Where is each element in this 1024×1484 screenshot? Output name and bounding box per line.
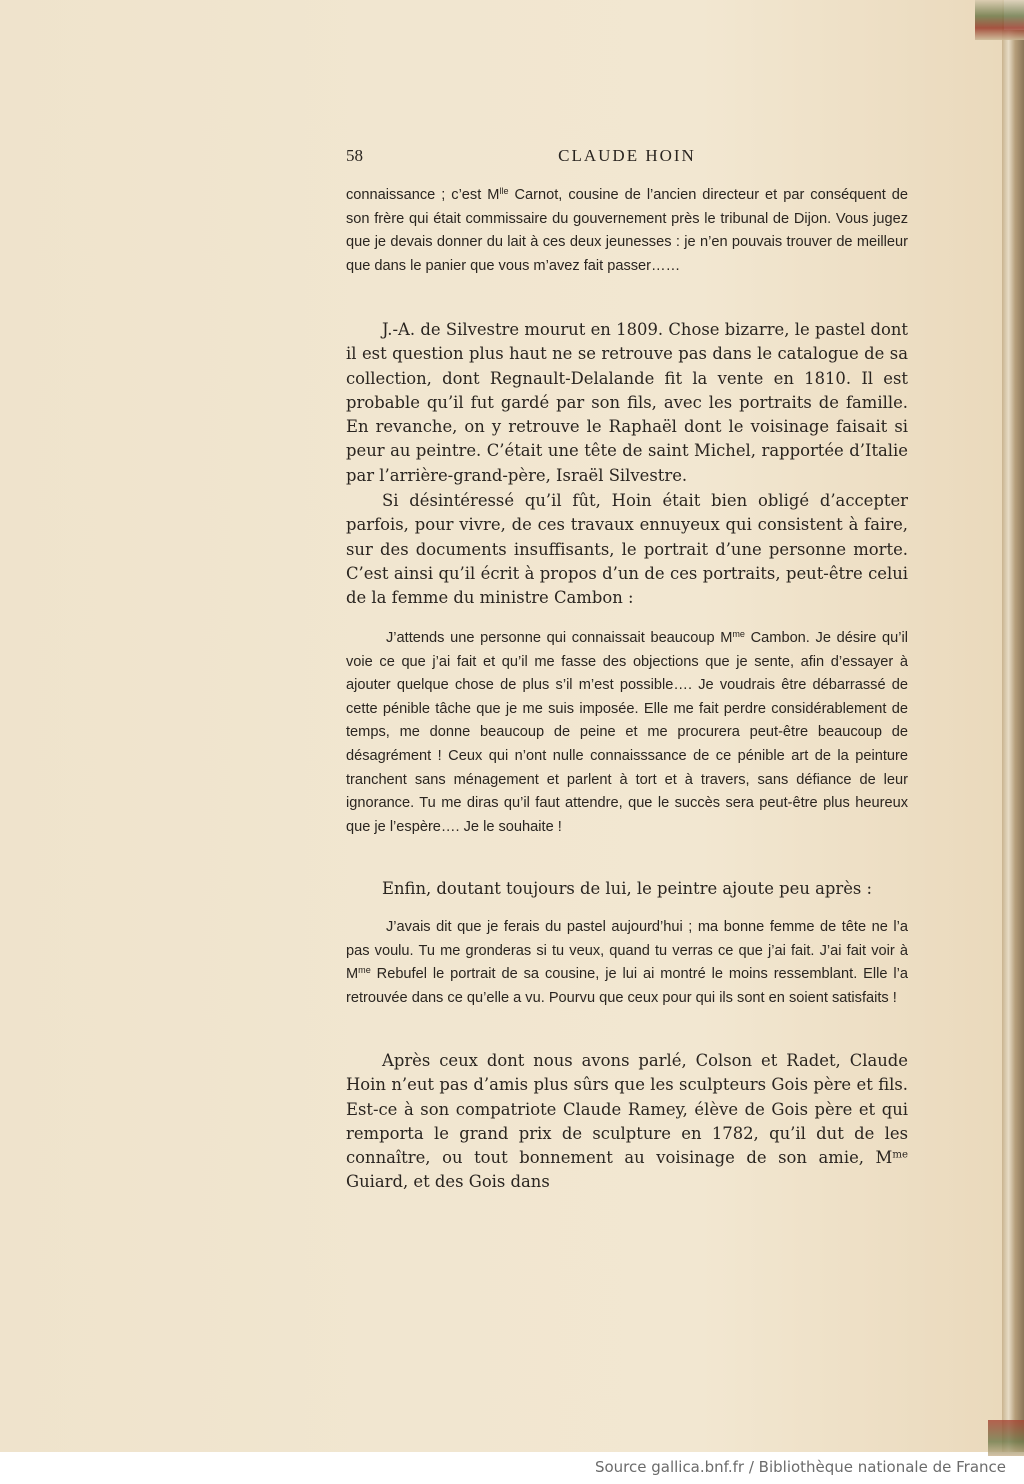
header-title: CLAUDE HOIN — [558, 146, 696, 165]
running-head — [346, 146, 908, 172]
letter-continuation-text: connaissance ; c’est $M^{lle}$ Carnot, cousine de l’ancien directeur et par conséquent de son frère qui était commissaire du gouvernement près le tribunal de Dijon. Vous jugez que je devais donner du lait à ces deux jeunesses : je n’en pouvais trouver de meilleur que dans le panier que vous m’avez fait passer…… — [346, 186, 908, 274]
paragraph-2-text: Si désintéressé qu’il fût, Hoin était bien obligé d’accepter parfois, pour vivre, de ces travaux ennuyeux qui consistent à faire, sur des documents insuffisants, le portrait d’une personne morte. C’est ainsi qu’il écrit à propos d’un de ces portraits, peut-être celui de la femme du ministre Cambon : — [346, 491, 908, 608]
quote-2-text: J’avais dit que je ferais du pastel aujourd’hui ; ma bonne femme de tête ne l’a pas voulu. Tu me gronderas si tu veux, quand tu verras ce que j’ai fait. J’ai fait voir à $M^{me}$ Rebufel le portrait de sa cousine, je lui ai montré le moins ressemblant. Elle l’a retrouvée dans ce qu’elle a vu. Pourvu que ceux pour qui ils sont en soient satisfaits ! — [346, 919, 908, 1006]
paragraph-4-text: Après ceux dont nous avons parlé, Colson et Radet, Claude Hoin n’eut pas d’amis plus sûrs que les sculpteurs Gois père et fils. Est-ce à son compatriote Claude Ramey, élève de Gois père et qui remporta le grand prix de sculpture en 1782, qu’il dut de les connaître, ou tout bonnement au voisinage de son amie, $M^{me}$ Guiard, et des Gois dans — [346, 1051, 908, 1192]
book-edge — [1002, 30, 1024, 1452]
quote-1-text: J’attends une personne qui connaissait beaucoup $M^{me}$ Cambon. Je désire qu’il voie ce que j’ai fait et qu’il me fasse des objections que je sente, afin d’essayer à ajouter quelque chose de plus s’il m’est possible…. Je voudrais être débarrassé de cette pénible tâche que je me suis imposée. Elle me fait perdre considérablement de temps, me donne beaucoup de peine et me procurera peut-être beaucoup de désagrément ! Ceux qui n’ont nulle connaisssance de ce pénible art de la peinture tranchent sans ménagement et parlent à tort et à travers, sans défiance de leur ignorance. Tu me diras qu’il faut attendre, que le succès sera peut-être plus heureux que je l’espère…. Je le souhaite ! — [346, 629, 908, 835]
page-number: 58 — [346, 146, 363, 165]
body-paragraph-3 — [346, 877, 908, 901]
paragraph-3-text: Enfin, doutant toujours de lui, le peintre ajoute peu après : — [382, 879, 873, 898]
book-edge-top — [975, 0, 1024, 40]
block-quote-2 — [346, 916, 908, 1010]
paragraph-1-text: J.-A. de Silvestre mourut en 1809. Chose bizarre, le pastel dont il est question plus haut ne se retrouve pas dans le catalogue de sa collection, dont Regnault-Delalande fit la vente en 1810. Il est probable qu’il fut gardé par son fils, avec les portraits de famille. En revanche, on y retrouve le Raphaël dont le voisinage faisait si peur au peintre. C’était une tête de saint Michel, rapportée d’Italie par l’arrière-grand-père, Israël Silvestre. — [346, 320, 908, 485]
book-edge-bottom — [988, 1420, 1024, 1456]
source-attribution: Source gallica.bnf.fr / Bibliothèque nationale de France — [594, 1458, 1006, 1476]
block-quote-1 — [346, 627, 908, 839]
body-paragraph-1 — [346, 318, 908, 488]
body-paragraph-4 — [346, 1049, 908, 1195]
letter-continuation — [346, 184, 908, 278]
body-paragraph-2 — [346, 489, 908, 610]
